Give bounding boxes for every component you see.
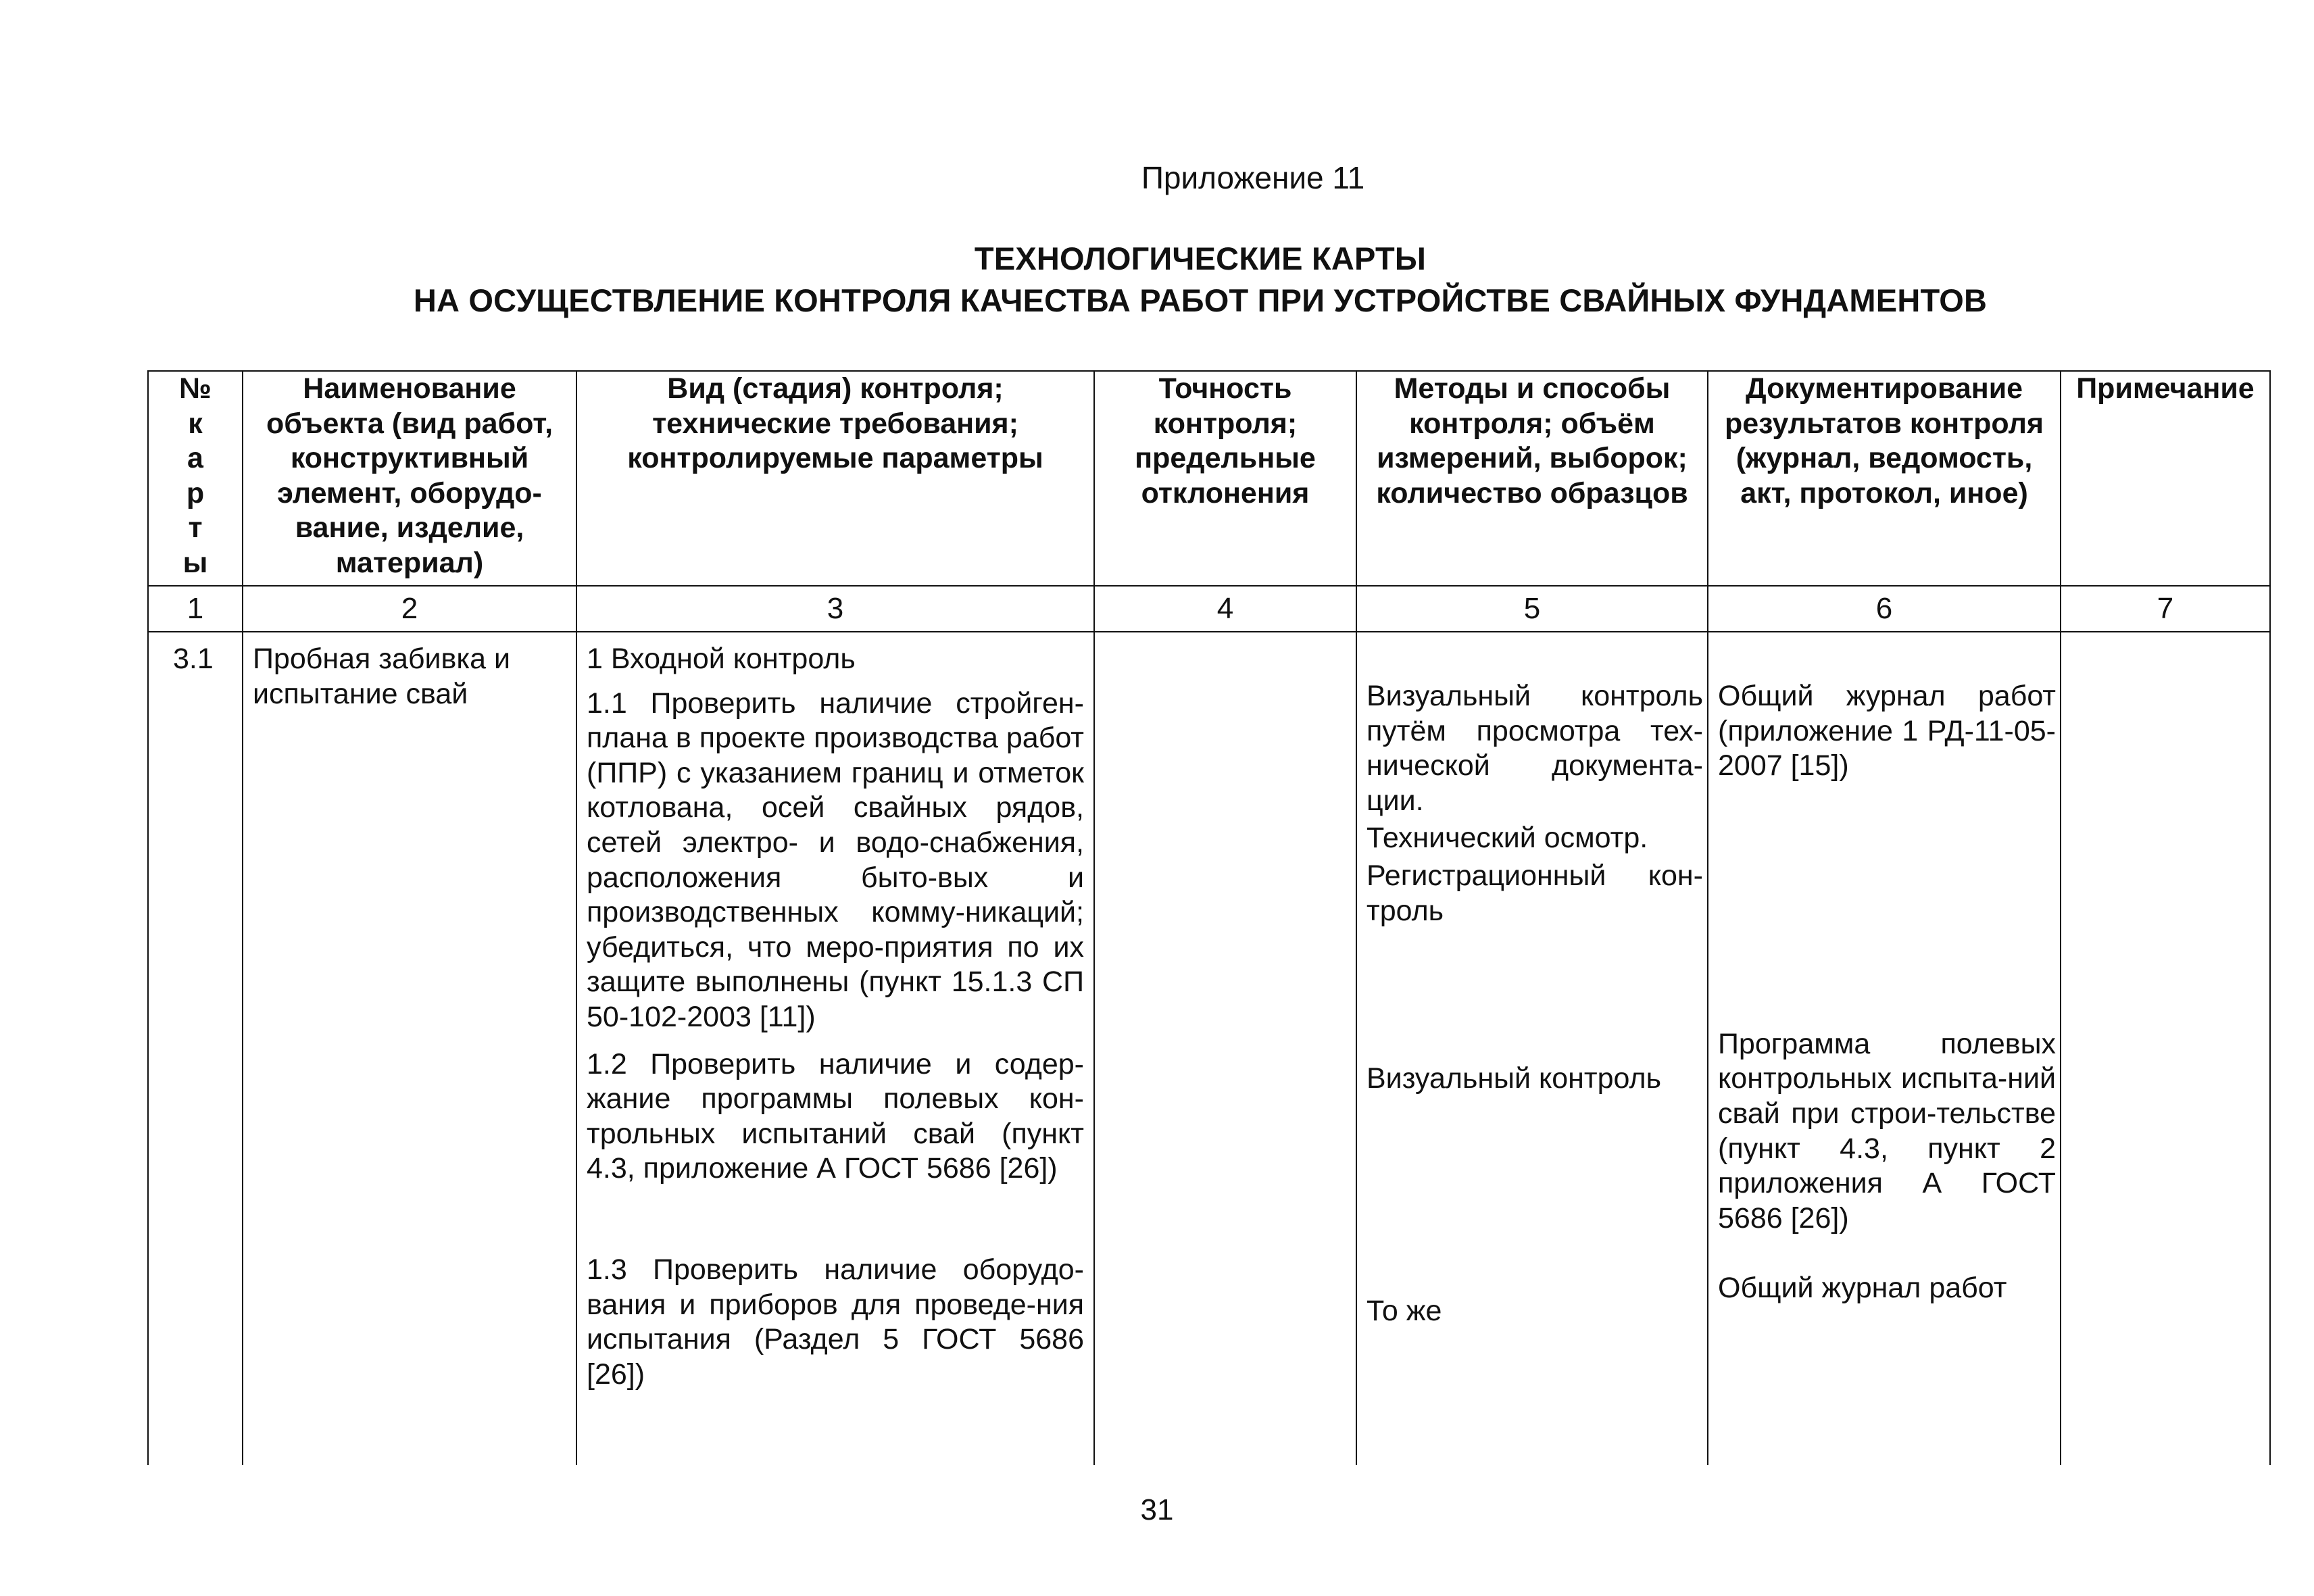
header-card-number: № к а р т ы: [148, 371, 243, 586]
method-1-1-b: Технический осмотр.: [1367, 822, 1648, 855]
column-number: 1: [148, 586, 243, 632]
page-number: 31: [1140, 1493, 1174, 1526]
documentation-1-3: Общий журнал работ: [1718, 1272, 2007, 1305]
column-number: 2: [243, 586, 576, 632]
requirement-1-3: 1.3 Проверить наличие оборудо-вания и приборов для проведе-ния испытания (Раздел 5 ГОСТ 5686 [26]): [587, 1253, 1084, 1391]
card-number-cell: [148, 632, 243, 1465]
column-number-row: [148, 586, 2270, 632]
stage-label: 1 Входной контроль: [587, 643, 856, 675]
quality-control-table: [147, 370, 2271, 1465]
documentation-1-1: Общий журнал работ (приложение 1 РД-11-05-2007 [15]): [1718, 680, 2056, 782]
header-documentation: Документирование результатов контроля (журнал, ведомость, акт, протокол, иное): [1708, 371, 2061, 586]
card-number: 3.1: [173, 643, 214, 675]
header-object-name: Наименование объекта (вид работ, конструктивный элемент, оборудо-вание, изделие, материал): [243, 371, 576, 586]
requirement-1-2: 1.2 Проверить наличие и содер-жание программы полевых кон-трольных испытаний свай (пункт 4.3, приложение А ГОСТ 5686 [26]): [587, 1047, 1084, 1185]
method-1-3: То же: [1367, 1294, 1442, 1327]
header-accuracy: Точность контроля; предельные отклонения: [1094, 371, 1356, 586]
method-1-1-a: Визуальный контроль путём просмотра тех-нической документа-ции.: [1367, 680, 1703, 817]
document-title-line-1: ТЕХНОЛОГИЧЕСКИЕ КАРТЫ: [974, 241, 1427, 276]
header-methods: Методы и способы контроля; объём измерений, выборок; количество образцов: [1356, 371, 1708, 586]
stage-cell: [576, 632, 1094, 1465]
method-1-2: Визуальный контроль: [1367, 1062, 1662, 1095]
note-cell: [2061, 632, 2270, 1465]
object-name: Пробная забивка и испытание свай: [253, 643, 511, 710]
header-control-stage: Вид (стадия) контроля; технические требования; контролируемые параметры: [576, 371, 1094, 586]
table-row: [148, 632, 2270, 1465]
method-1-1-c: Регистрационный кон-троль: [1367, 859, 1703, 927]
column-number: 3: [576, 586, 1094, 632]
header-row: [148, 371, 2270, 586]
documentation-cell: [1708, 632, 2061, 1465]
documentation-1-2: Программа полевых контрольных испыта-ний свай при строи-тельстве (пункт 4.3, пункт 2 приложения А ГОСТ 5686 [26]): [1718, 1027, 2056, 1235]
column-number: 4: [1094, 586, 1356, 632]
document-title-line-2: НА ОСУЩЕСТВЛЕНИЕ КОНТРОЛЯ КАЧЕСТВА РАБОТ ПРИ УСТРОЙСТВЕ СВАЙНЫХ ФУНДАМЕНТОВ: [413, 282, 1988, 318]
header-note: Примечание: [2061, 371, 2270, 586]
column-number: 6: [1708, 586, 2061, 632]
accuracy-cell: [1094, 632, 1356, 1465]
object-cell: [243, 632, 576, 1465]
column-number: 5: [1356, 586, 1708, 632]
appendix-label: Приложение 11: [1141, 160, 1365, 195]
requirement-1-1: 1.1 Проверить наличие стройген-плана в проекте производства работ (ППР) с указанием границ и отметок котлована, осей свайных рядов, сетей электро- и водо-снабжения, расположения быто-вых и производственных комму-никаций; убедиться, что меро-приятия по их защите выполнены (пункт 15.1.3 СП 50-102-2003 [11]): [587, 687, 1084, 1033]
methods-cell: [1356, 632, 1708, 1465]
column-number: 7: [2061, 586, 2270, 632]
